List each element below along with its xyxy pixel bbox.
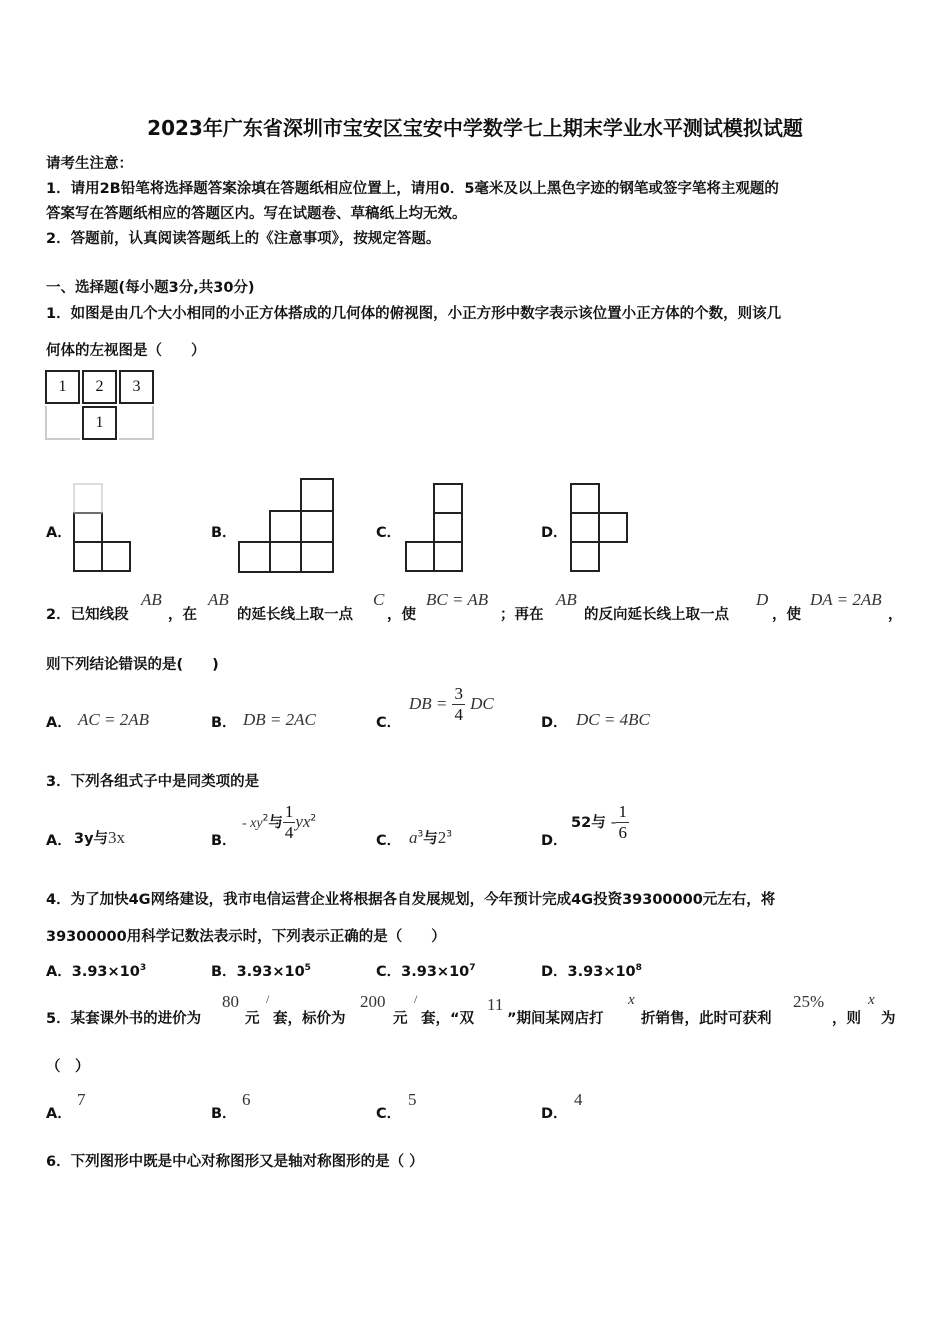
q3-option-b <box>242 802 316 843</box>
q3-b-term2: yx <box>295 812 311 831</box>
q3-a-term1: 3y <box>74 831 94 847</box>
q5-text-6: ”期间某网店打 <box>507 1011 604 1027</box>
q2-d: D <box>756 590 769 609</box>
q2-text-1: 2．已知线段 <box>46 607 129 623</box>
q5-profit: 25% <box>793 992 825 1011</box>
grid-cell: 2 <box>82 370 117 404</box>
grid-empty-cell <box>119 406 154 440</box>
q2-option-a-label: A． <box>46 715 72 731</box>
notice-line-1: 1．请用2B铅笔将选择题答案涂填在答题纸相应位置上，请用0．5毫米及以上黑色字迹的钢笔或签字笔将主观题的 <box>46 181 779 197</box>
q5-option-a: 7 <box>77 1090 86 1109</box>
q1-option-a-figure <box>73 482 133 574</box>
page-title: 2023年广东省深圳市宝安区宝安中学数学七上期末学业水平测试模拟试题 <box>147 116 803 140</box>
q1-text-b: 何体的左视图是（ ） <box>46 343 206 359</box>
q4-text-b: 39300000用科学记数法表示时，下列表示正确的是（ ） <box>46 929 446 945</box>
q3-c-term2: 2 <box>437 828 447 847</box>
notice-line-1b: 答案写在答题纸相应的答题区内。写在试题卷、草稿纸上均无效。 <box>46 206 467 222</box>
q2-option-c-label: C． <box>376 715 402 731</box>
q5-text-1: 5．某套课外书的进价为 <box>46 1011 202 1027</box>
option-label: C． <box>376 964 402 980</box>
q5-x: x <box>628 992 635 1008</box>
q5-option-b: 6 <box>242 1090 251 1109</box>
q4-text-a: 4．为了加快4G网络建设，我市电信运营企业将根据各自发展规划，今年预计完成4G投资39300000元左右，将 <box>46 892 776 908</box>
q2-text-8: ， <box>888 607 903 623</box>
q2-text-7: ，使 <box>772 607 801 623</box>
q2-option-c-lhs: DB = <box>409 694 448 713</box>
exponent: 7 <box>469 963 476 974</box>
q3-option-d-label: D． <box>541 833 568 849</box>
q5-text-7: 折销售，此时可获利 <box>641 1011 772 1027</box>
fraction <box>616 802 629 843</box>
q1-option-a-label: A． <box>46 525 72 541</box>
q6-text: 6．下列图形中既是中心对称图形又是轴对称图形的是（ ） <box>46 1154 424 1170</box>
q3-text: 3．下列各组式子中是同类项的是 <box>46 774 260 790</box>
q5-option-a-label: A． <box>46 1106 72 1122</box>
option-base: 3.93×10 <box>71 964 140 980</box>
q3-and: 与 <box>93 831 109 847</box>
q5-yuan: 元 <box>245 1011 260 1027</box>
q2-option-b-label: B． <box>211 715 237 731</box>
q5-eleven: 11 <box>487 995 504 1014</box>
q5-option-d-label: D． <box>541 1106 568 1122</box>
fraction <box>283 802 296 843</box>
q5-slash: / <box>266 992 270 1006</box>
q1-option-c-figure <box>405 482 465 574</box>
q1-option-b-label: B． <box>211 525 237 541</box>
option-base: 3.93×10 <box>236 964 305 980</box>
exponent: 2 <box>262 813 269 824</box>
q3-and: 与 <box>268 815 283 831</box>
q3-b-term1: - xy <box>242 816 263 831</box>
exponent: 2 <box>310 813 317 824</box>
option-base: 3.93×10 <box>567 964 636 980</box>
q2-option-d-label: D． <box>541 715 568 731</box>
q2-option-c <box>409 684 494 725</box>
notice-heading: 请考生注意： <box>46 156 133 172</box>
q5-option-d: 4 <box>574 1090 583 1109</box>
q4-option-a <box>46 960 146 981</box>
q3-option-a-label: A． <box>46 833 72 849</box>
exponent: 5 <box>304 963 311 974</box>
grid-cell: 1 <box>82 406 117 440</box>
option-label: A． <box>46 964 72 980</box>
q3-c-term1: a <box>409 828 418 847</box>
frac-num: 1 <box>284 802 294 821</box>
q5-option-c: 5 <box>408 1090 417 1109</box>
q1-option-d-label: D． <box>541 525 568 541</box>
q4-option-d <box>541 960 642 981</box>
minus-sign: - <box>610 812 617 831</box>
q3-option-a <box>74 827 125 848</box>
frac-num: 3 <box>454 684 463 703</box>
q1-text-a: 1．如图是由几个大小相同的小正方体搭成的几何体的俯视图，小正方形中数字表示该位置小正方体的个数，则该几 <box>46 306 782 322</box>
q2-text-4: ，使 <box>387 607 416 623</box>
q2-ab: AB <box>141 590 162 609</box>
q5-text-8: ，则 <box>832 1011 861 1027</box>
q2-ab: AB <box>556 590 577 609</box>
exponent: 3 <box>446 829 452 840</box>
q2-option-d: DC = 4BC <box>576 710 650 729</box>
q1-option-d-figure <box>570 482 630 574</box>
q2-text-3: 的延长线上取一点 <box>237 607 353 623</box>
q1-option-c-label: C． <box>376 525 402 541</box>
grid-cell: 1 <box>45 370 80 404</box>
grid-cell: 3 <box>119 370 154 404</box>
q3-and: 与 <box>591 815 606 831</box>
fraction <box>452 684 465 725</box>
notice-line-2: 2．答题前，认真阅读答题纸上的《注意事项》，按规定答题。 <box>46 231 441 247</box>
q3-a-term2: 3x <box>108 828 126 847</box>
q5-slash: / <box>414 992 418 1006</box>
frac-num: 1 <box>618 802 627 821</box>
q5-text-3: 套，标价为 <box>273 1011 346 1027</box>
q1-option-b-figure <box>238 477 336 574</box>
q2-c: C <box>373 590 385 609</box>
q3-option-c-label: C． <box>376 833 402 849</box>
q3-d-term1: 52 <box>571 815 592 831</box>
exponent: 3 <box>139 963 147 974</box>
q5-option-b-label: B． <box>211 1106 237 1122</box>
q2-text-2: ，在 <box>168 607 197 623</box>
q5-cost: 80 <box>222 992 239 1011</box>
q2-option-b: DB = 2AC <box>243 710 316 729</box>
q2-text-6: 的反向延长线上取一点 <box>584 607 729 623</box>
q2-text-line2: 则下列结论错误的是( ) <box>46 657 219 673</box>
q5-text-9: 为 <box>881 1011 896 1027</box>
q5-text-5: 套，“双 <box>421 1011 475 1027</box>
option-label: B． <box>211 964 237 980</box>
q3-option-c <box>409 827 452 848</box>
q2-eq-da-2ab: DA = 2AB <box>810 590 882 609</box>
q2-text-5: ；再在 <box>500 607 544 623</box>
q5-x: x <box>868 992 875 1008</box>
frac-den: 4 <box>454 705 463 724</box>
grid-empty-cell <box>45 406 80 440</box>
q5-blank: （ ） <box>46 1059 90 1075</box>
section-heading: 一、选择题(每小题3分,共30分) <box>46 280 255 296</box>
q4-option-c <box>376 960 476 981</box>
option-label: D． <box>541 964 568 980</box>
q2-eq-bc-ab: BC = AB <box>426 590 489 609</box>
q5-option-c-label: C． <box>376 1106 402 1122</box>
frac-den: 6 <box>618 823 627 842</box>
frac-den: 4 <box>284 823 294 842</box>
option-base: 3.93×10 <box>401 964 470 980</box>
exponent: 8 <box>635 963 642 974</box>
q5-yuan: 元 <box>393 1011 408 1027</box>
q3-and: 与 <box>423 831 438 847</box>
q2-option-c-rhs: DC <box>470 694 494 713</box>
q2-option-a: AC = 2AB <box>78 710 149 729</box>
q3-option-b-label: B． <box>211 833 237 849</box>
q4-option-b <box>211 960 311 981</box>
q5-price: 200 <box>360 992 386 1011</box>
q2-ab: AB <box>208 590 229 609</box>
exponent: 3 <box>417 829 424 840</box>
q3-option-d <box>571 802 629 843</box>
